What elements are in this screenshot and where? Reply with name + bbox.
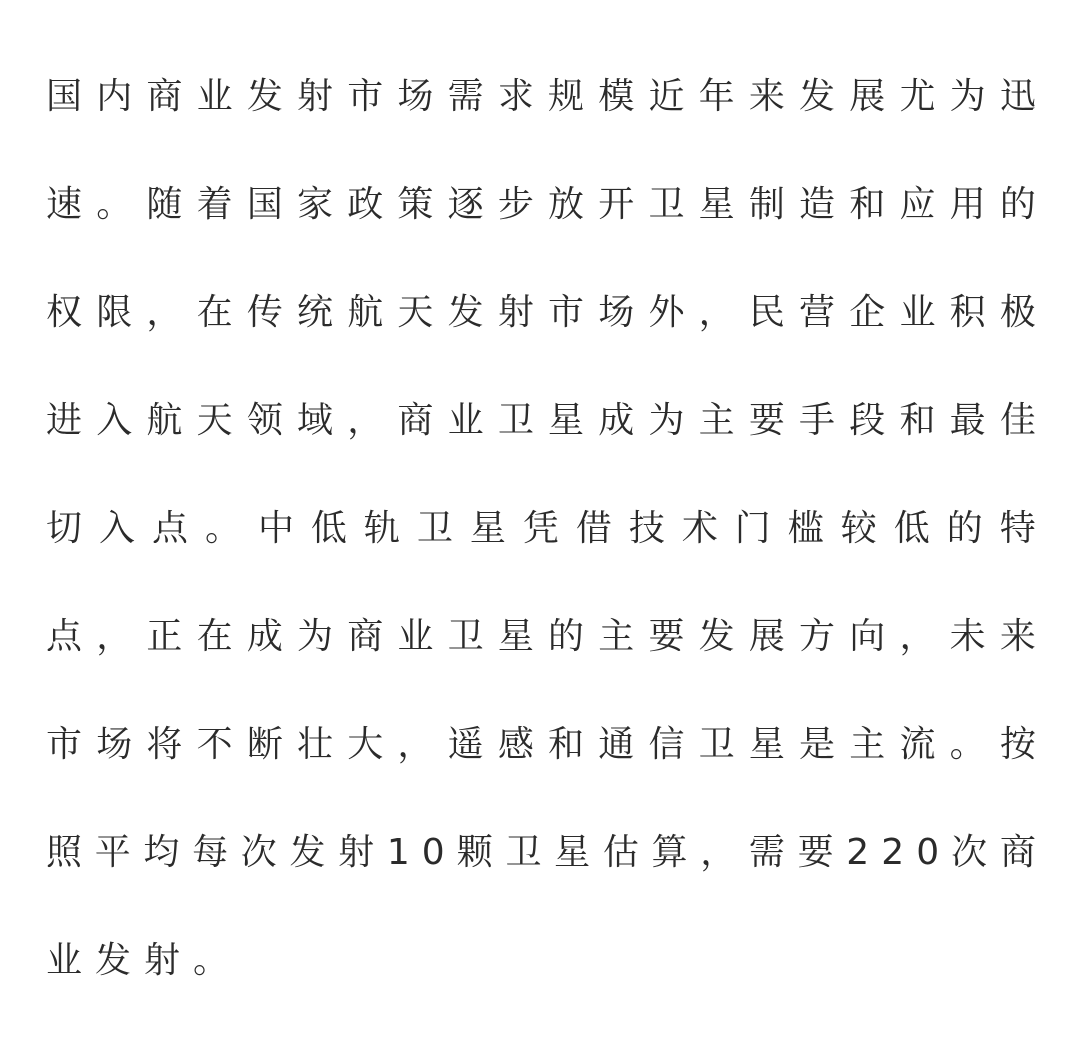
paragraph-line-2: 速 。 随 着 国 家 政 策 逐 步 放 开 卫 星 制 造 和 应 用 的 [46, 184, 1036, 225]
paragraph-line-4: 进 入 航 天 领 域 ， 商 业 卫 星 成 为 主 要 手 段 和 最 佳 [46, 400, 1036, 441]
paragraph-line-9: 业发射。 [46, 940, 243, 981]
paragraph-line-5: 切 入 点 。 中 低 轨 卫 星 凭 借 技 术 门 槛 较 低 的 特 [46, 508, 1036, 549]
paragraph-line-1: 国 内 商 业 发 射 市 场 需 求 规 模 近 年 来 发 展 尤 为 迅 [46, 76, 1036, 117]
paragraph-line-7: 市 场 将 不 断 壮 大 ， 遥 感 和 通 信 卫 星 是 主 流 。 按 [46, 724, 1036, 765]
paragraph-line-3: 权 限 ， 在 传 统 航 天 发 射 市 场 外 ， 民 营 企 业 积 极 [46, 292, 1036, 333]
paragraph-line-8: 照 平 均 每 次 发 射 1 0 颗 卫 星 估 算 ， 需 要 2 2 0 次 商 [46, 832, 1036, 873]
paragraph-line-6: 点 ， 正 在 成 为 商 业 卫 星 的 主 要 发 展 方 向 ， 未 来 [46, 616, 1036, 657]
